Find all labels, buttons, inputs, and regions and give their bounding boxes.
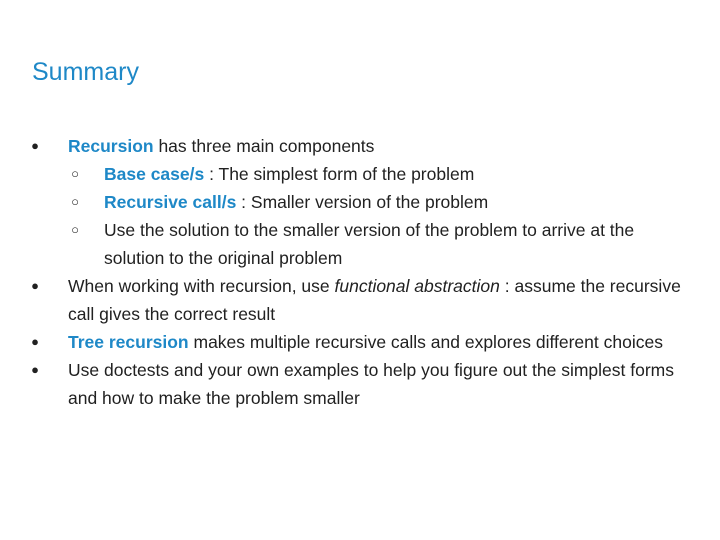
bullet-marker: ● [31,278,39,293]
bullet-tree-recursion [28,328,696,356]
bullet-text: has three main components [153,136,375,156]
bullet-marker: ● [31,138,39,153]
term-functional-abstraction: functional abstraction [334,276,500,296]
sub-bullet-marker: ○ [71,222,79,237]
bullet-text: makes multiple recursive calls and explores different choices [188,332,663,352]
sub-bullet-use-solution [28,216,696,272]
bullet-recursion [28,132,696,160]
bullet-text: Use doctests and your own examples to help you figure out the simplest forms and how to make the problem smaller [68,360,674,408]
term-recursion: Recursion [68,136,154,156]
sub-bullet-text: : Smaller version of the problem [236,192,489,212]
sub-bullet-text: : The simplest form of the problem [204,164,475,184]
bullet-functional-abstraction [28,272,696,328]
bullet-doctests [28,356,696,412]
sub-bullet-text: Use the solution to the smaller version of the problem to arrive at the solution to the original problem [104,220,635,268]
term-tree-recursion: Tree recursion [68,332,189,352]
summary-list [28,132,696,412]
bullet-text-prefix: When working with recursion, use [68,276,335,296]
term-base-case: Base case/s [104,164,205,184]
sub-bullet-recursive-call [28,188,696,216]
sub-list-components [28,160,696,272]
bullet-marker: ● [31,362,39,377]
sub-bullet-marker: ○ [71,194,79,209]
slide-title: Summary [32,58,139,86]
bullet-text-suffix: : assume the recursive call gives the correct result [68,276,681,324]
bullet-marker: ● [31,334,39,349]
term-recursive-call: Recursive call/s [104,192,237,212]
sub-bullet-base-case [28,160,696,188]
sub-bullet-marker: ○ [71,166,79,181]
